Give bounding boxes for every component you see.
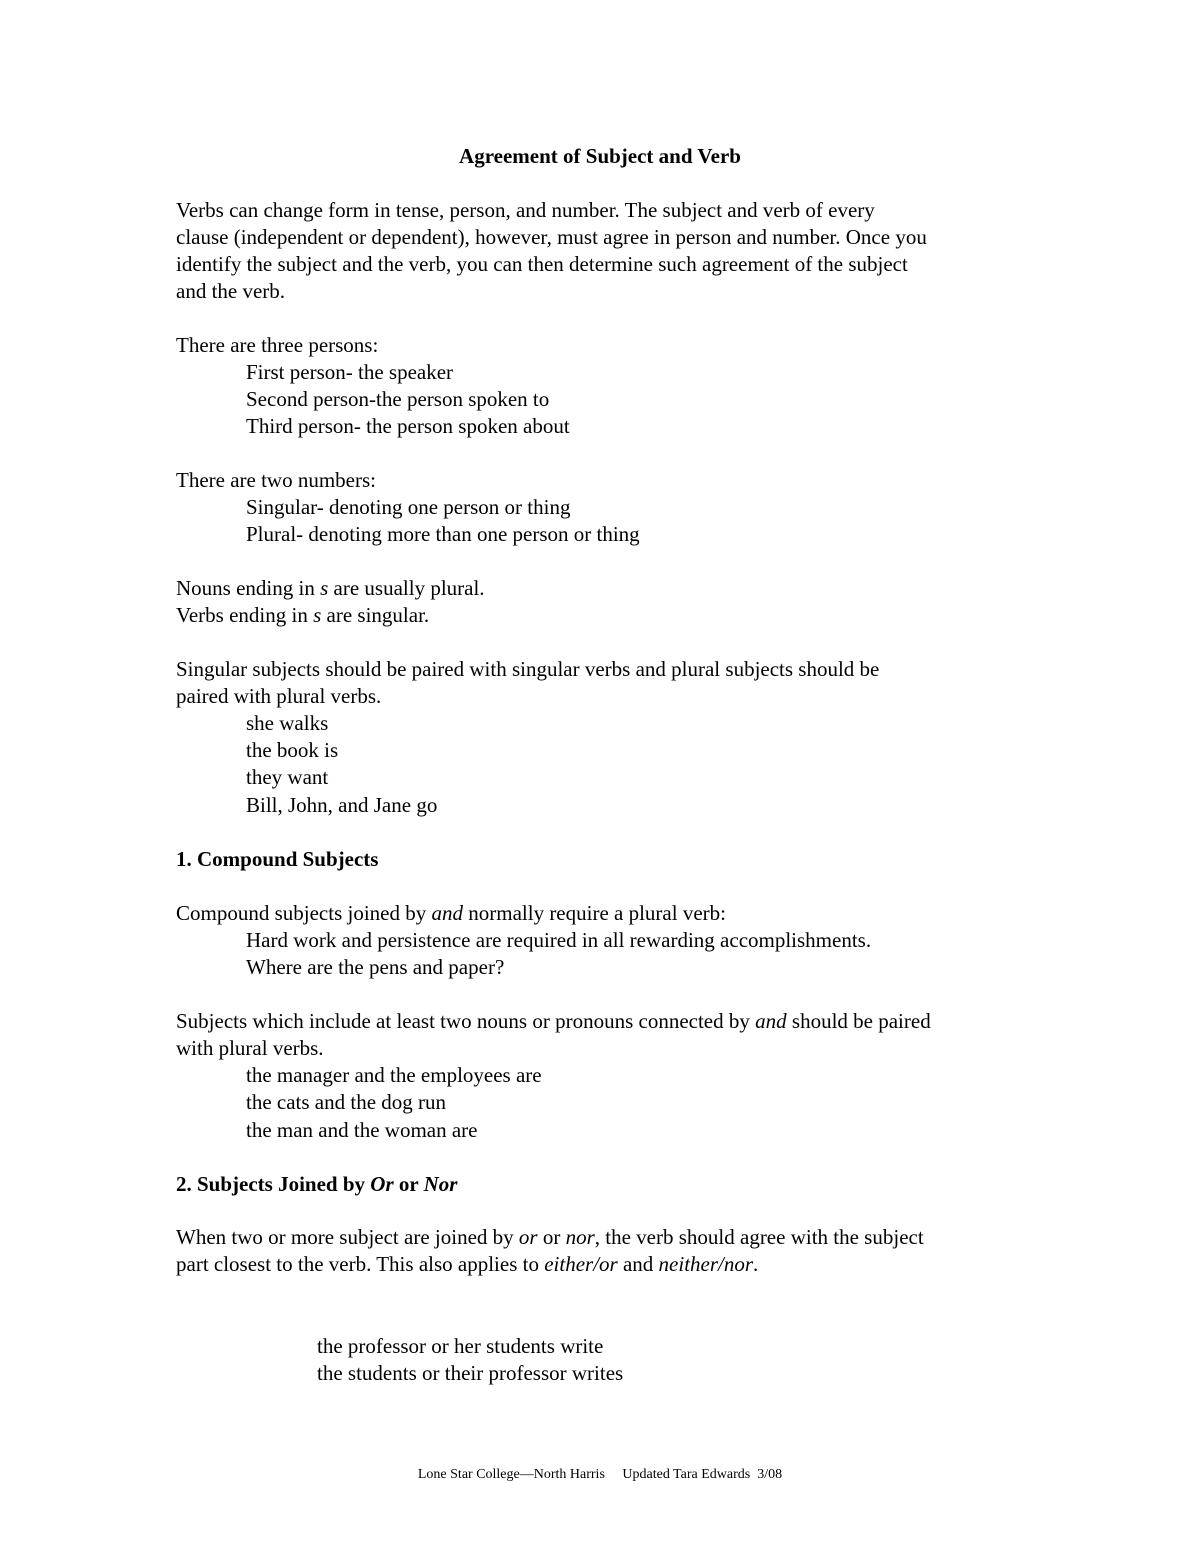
intro-line: and the verb. [176, 279, 286, 303]
compound-rule-2: Subjects which include at least two nouns or pronouns connected by and should be paired [176, 1009, 931, 1033]
compound-rule-2-cont: with plural verbs. [176, 1036, 324, 1060]
pairing-line: Singular subjects should be paired with singular verbs and plural subjects should be [176, 657, 880, 681]
compound-example: the manager and the employees are [246, 1063, 542, 1087]
nouns-ending-rule: Nouns ending in s are usually plural. [176, 576, 485, 600]
pairing-line: paired with plural verbs. [176, 684, 382, 708]
pairing-example: Bill, John, and Jane go [246, 793, 438, 817]
section-heading-or-nor: 2. Subjects Joined by Or or Nor [176, 1172, 458, 1196]
compound-example: the cats and the dog run [246, 1090, 447, 1114]
numbers-lead: There are two numbers: [176, 468, 377, 492]
compound-rule: Compound subjects joined by and normally require a plural verb: [176, 901, 726, 925]
intro-line: clause (independent or dependent), however, must agree in person and number. Once you [176, 225, 927, 249]
or-nor-example: the professor or her students write [317, 1334, 604, 1358]
intro-line: Verbs can change form in tense, person, and number. The subject and verb of every [176, 198, 875, 222]
person-item: Second person-the person spoken to [246, 387, 550, 411]
pairing-example: the book is [246, 738, 339, 762]
page-footer: Lone Star College—North Harris Updated Tara Edwards 3/08 [417, 1467, 783, 1482]
section-heading-compound-subjects: 1. Compound Subjects [176, 847, 379, 871]
compound-example: the man and the woman are [246, 1118, 478, 1142]
pairing-example: she walks [246, 711, 329, 735]
or-nor-example: the students or their professor writes [317, 1361, 624, 1385]
compound-example: Hard work and persistence are required in all rewarding accomplishments. [246, 928, 872, 952]
number-item: Singular- denoting one person or thing [246, 495, 571, 519]
persons-lead: There are three persons: [176, 333, 379, 357]
number-item: Plural- denoting more than one person or thing [246, 522, 640, 546]
or-nor-rule: When two or more subject are joined by or or nor, the verb should agree with the subject [176, 1225, 924, 1249]
pairing-example: they want [246, 765, 329, 789]
verbs-ending-rule: Verbs ending in s are singular. [176, 603, 430, 627]
person-item: Third person- the person spoken about [246, 414, 570, 438]
document-title: Agreement of Subject and Verb [459, 144, 741, 168]
or-nor-rule-cont: part closest to the verb. This also applies to either/or and neither/nor. [176, 1252, 759, 1276]
compound-example: Where are the pens and paper? [246, 955, 505, 979]
intro-line: identify the subject and the verb, you can then determine such agreement of the subject [176, 252, 908, 276]
person-item: First person- the speaker [246, 360, 454, 384]
